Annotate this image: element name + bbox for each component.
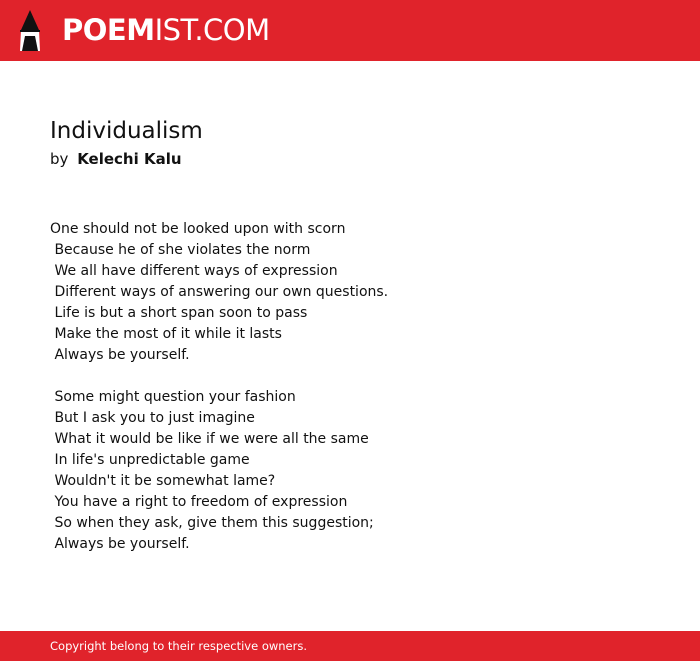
logo-strong-text: POEM xyxy=(62,13,155,47)
poem-line: You have a right to freedom of expression xyxy=(50,494,348,510)
poem-line: We all have different ways of expression xyxy=(50,263,338,279)
poem-line: So when they ask, give them this suggestion; xyxy=(50,515,374,531)
stanza xyxy=(50,387,650,555)
logo-light-text: IST.COM xyxy=(154,13,270,47)
poem-line: Because he of she violates the norm xyxy=(50,242,311,258)
byline xyxy=(50,149,182,169)
poem-title: Individualism xyxy=(50,118,203,144)
poem-line: Make the most of it while it lasts xyxy=(50,326,282,342)
by-label: by xyxy=(50,150,69,168)
poem-body xyxy=(50,219,650,576)
poem-line: Always be yourself. xyxy=(50,347,190,363)
poem-line: One should not be looked upon with scorn xyxy=(50,221,346,237)
pencil-icon[interactable] xyxy=(17,10,43,52)
header-bar xyxy=(0,0,700,61)
poem-line: Different ways of answering our own questions. xyxy=(50,284,389,300)
poem-line: In life's unpredictable game xyxy=(50,452,250,468)
poem-line: But I ask you to just imagine xyxy=(50,410,255,426)
author-name: Kelechi Kalu xyxy=(77,150,182,168)
site-logo[interactable] xyxy=(62,12,270,48)
poem-line: Life is but a short span soon to pass xyxy=(50,305,308,321)
footer-bar xyxy=(0,631,700,661)
poem-line: Always be yourself. xyxy=(50,536,190,552)
copyright-text: Copyright belong to their respective owners. xyxy=(50,639,308,653)
stanza xyxy=(50,219,650,366)
poem-line: Wouldn't it be somewhat lame? xyxy=(50,473,276,489)
poem-line: What it would be like if we were all the same xyxy=(50,431,369,447)
poem-line: Some might question your fashion xyxy=(50,389,296,405)
